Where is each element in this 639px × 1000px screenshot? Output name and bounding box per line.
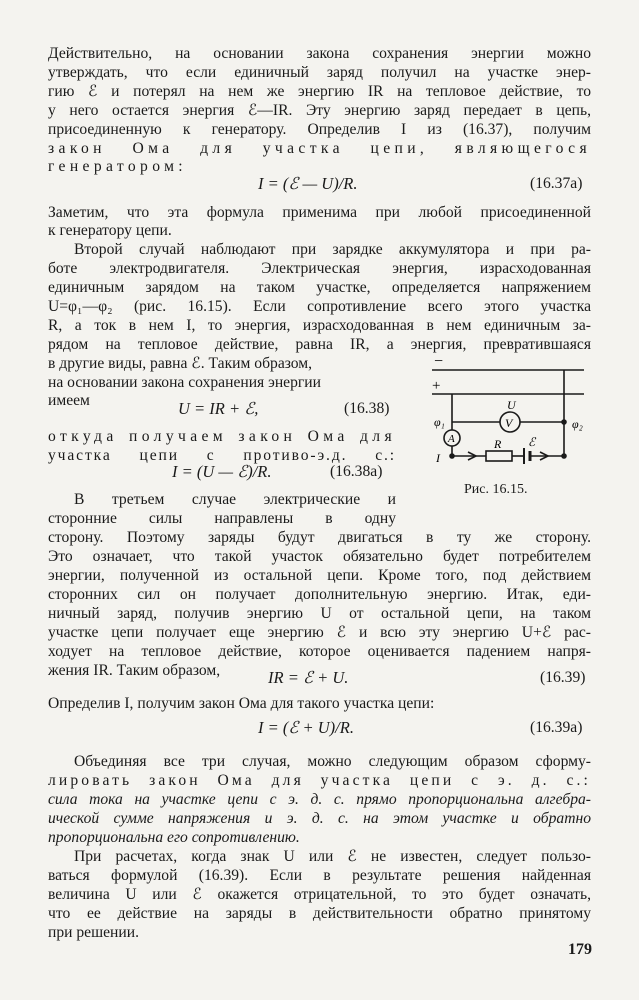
text-line-spaced: откуда получаем закон Ома для xyxy=(48,428,396,445)
text-line: Определив I, получим закон Ома для такого участка цепи: xyxy=(48,695,435,712)
equation-16-39a: I = (ℰ + U)/R. xyxy=(258,718,354,737)
circuit-diagram xyxy=(424,352,594,482)
ammeter-label: A xyxy=(448,433,455,445)
law-statement: пропорциональна его сопротивлению. xyxy=(48,829,300,846)
text-line: присоединенную к генератору. Определив I из (16.37), получим xyxy=(48,121,591,138)
text-line-spaced: закон Ома для участка цепи, являющегося xyxy=(48,140,591,157)
paragraph-start: Второй случай наблюдают при зарядке аккумулятора и при ра- xyxy=(74,241,591,258)
text-line-spaced: лировать закон Ома для участка цепи с э. д. с.: xyxy=(48,772,591,789)
figure-caption: Рис. 16.15. xyxy=(464,482,528,497)
minus-label: − xyxy=(434,353,444,370)
equation-number: (16.39) xyxy=(540,669,586,686)
text-line: величина U или ℰ окажется отрицательной, то это будет означать, xyxy=(48,886,591,903)
text-line: у него остается энергия ℰ—IR. Эту энергию заряд передает в цепь, xyxy=(48,102,591,119)
voltmeter-label: V xyxy=(505,416,513,430)
phi2-label: φ₂ xyxy=(572,417,583,431)
text-line: имеем xyxy=(48,392,90,409)
plus-label: + xyxy=(432,378,441,394)
text-line: Действительно, на основании закона сохранения энергии можно xyxy=(48,45,591,62)
phi1-label: φ₁ xyxy=(434,415,445,429)
text-line: утверждать, что если единичный заряд получил на участке энер- xyxy=(48,64,591,81)
equation-number: (16.38) xyxy=(344,400,390,417)
resistor-label: R xyxy=(494,437,502,451)
text-line: на основании закона сохранения энергии xyxy=(48,374,321,391)
emf-label: ℰ xyxy=(528,435,536,449)
text-line: боте электродвигателя. Электрическая энергия, израсходованная xyxy=(48,260,591,277)
law-statement: сила тока на участке цепи с э. д. с. прямо пропорциональна алгебра- xyxy=(48,791,591,808)
text-line: сторонние силы направлены в одну xyxy=(48,510,396,527)
current-label: I xyxy=(436,451,440,465)
text-line: жения IR. Таким образом, xyxy=(48,662,221,679)
law-statement: ической сумме напряжения и э. д. с. на этом участке и обратно xyxy=(48,810,591,827)
equation-number: (16.37a) xyxy=(530,175,583,192)
text-line: ничный заряд, получив энергию U от остальной цепи, на таком xyxy=(48,605,591,622)
text-line: энергии, полученной из остальной цепи. Кроме того, под действием xyxy=(48,567,591,584)
text-line: участке цепи получает еще энергию ℰ и всю эту энергию U+ℰ рас- xyxy=(48,624,591,641)
text-line: R, а ток в нем I, то энергия, израсходованная в нем единичным за- xyxy=(48,317,591,334)
text-line-spaced: участка цепи с противо-э.д. с.: xyxy=(48,447,396,464)
text-line: рядом на тепловое действие, равна IR, а энергия, превратившаяся xyxy=(48,336,591,353)
text-line: гию ℰ и потерял на нем же энергию IR на тепловое действие, то xyxy=(48,83,591,100)
text-line: ходует на тепловое действие, которое оценивается падением напря- xyxy=(48,643,591,660)
text-line: Это означает, что такой участок обязательно будет потребителем xyxy=(48,548,591,565)
equation-number: (16.38a) xyxy=(330,463,383,480)
text-line: при решении. xyxy=(48,924,139,941)
text-line: что ее действие на заряды в действительности обратно принятому xyxy=(48,905,591,922)
text-line: U=φ₁—φ₂ (рис. 16.15). Если сопротивление всего этого участка xyxy=(48,298,591,315)
text-line: в другие виды, равна ℰ. Таким образом, xyxy=(48,355,313,372)
text-line: сторону. Поэтому заряды будут двигаться в ту же сторону. xyxy=(48,529,591,546)
equation-16-39: IR = ℰ + U. xyxy=(268,668,349,687)
text-line-spaced: генератором: xyxy=(48,158,188,175)
equation-16-38a: I = (U — ℰ)/R. xyxy=(172,462,272,481)
paragraph-start: При расчетах, когда знак U или ℰ не известен, следует пользо- xyxy=(74,848,591,865)
paragraph-start: Объединяя все три случая, можно следующим образом сформу- xyxy=(74,753,591,770)
equation-16-38: U = IR + ℰ, xyxy=(178,399,259,418)
text-line: сторонних сил он получает дополнительную энергию. Итак, еди- xyxy=(48,586,591,603)
paragraph-start: В третьем случае электрические и xyxy=(74,491,396,508)
equation-number: (16.39a) xyxy=(530,719,583,736)
voltage-label: U xyxy=(507,398,516,412)
text-line: ваться формулой (16.39). Если в результате решения найденная xyxy=(48,867,591,884)
equation-16-37a: I = (ℰ — U)/R. xyxy=(258,174,358,193)
page-number: 179 xyxy=(568,941,592,958)
text-line: единичным зарядом на таком участке, определяется напряжением xyxy=(48,279,591,296)
text-line: к генератору цепи. xyxy=(48,222,172,239)
text-line: Заметим, что эта формула применима при любой присоединенной xyxy=(48,204,591,221)
